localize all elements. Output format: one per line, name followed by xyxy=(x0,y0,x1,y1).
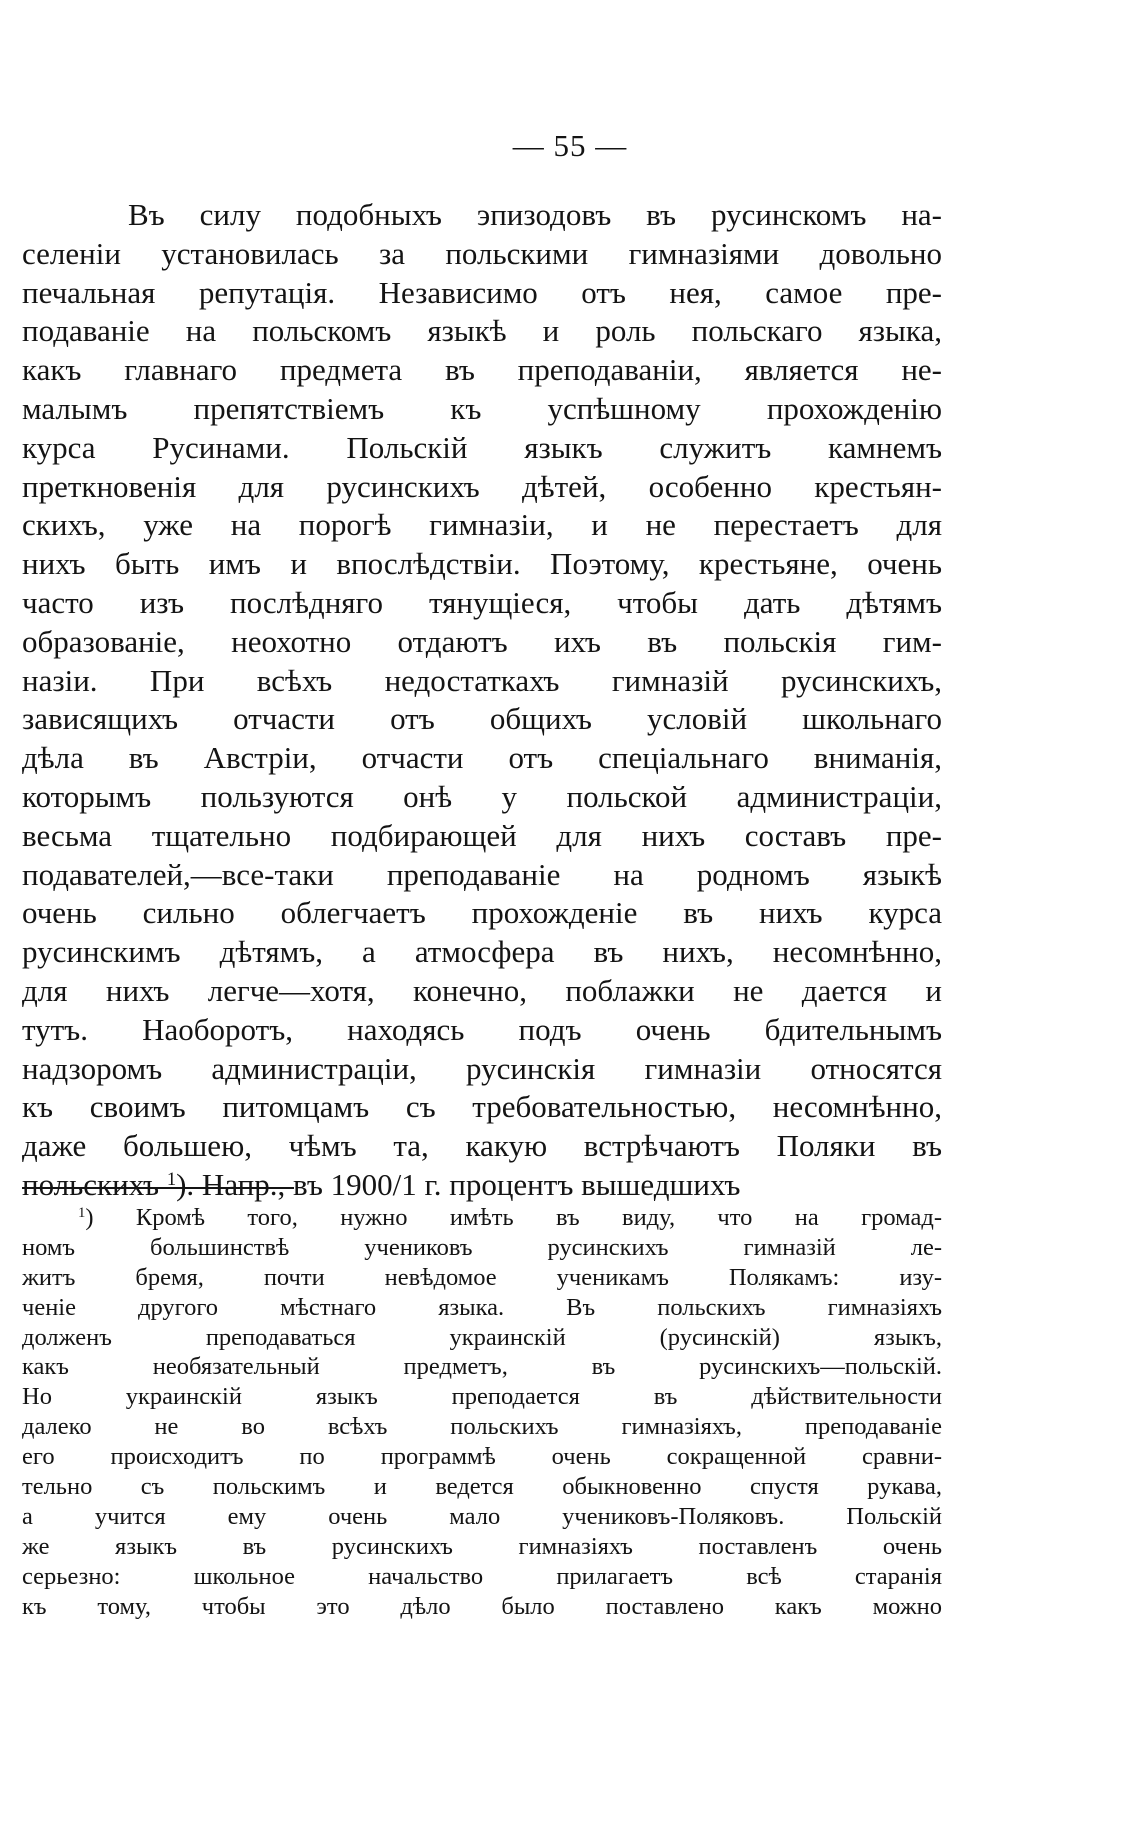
body-text xyxy=(22,196,942,1205)
footnote-line: тельно съ польскимъ и ведется обыкновенно спустя рукава, xyxy=(22,1473,942,1501)
footnote-line: къ тому, чтобы это дѣло было поставлено какъ можно xyxy=(22,1592,942,1620)
footnote xyxy=(22,1203,942,1621)
body-line: скихъ, уже на порогѣ гимназіи, и не перестаетъ для xyxy=(22,507,942,543)
body-line: малымъ препятствіемъ къ успѣшному прохожденію xyxy=(22,390,942,426)
footnote-marker: 1 xyxy=(78,1204,86,1221)
body-line: Въ силу подобныхъ эпизодовъ въ русинскомъ на- xyxy=(128,197,942,232)
footnote-line: $^1$) Кромѣ того, нужно имѣть въ виду, что на громад- xyxy=(78,1204,942,1231)
page-number: — 55 — xyxy=(512,128,628,163)
body-line: преткновенія для русинскихъ дѣтей, особенно крестьян- xyxy=(22,468,942,504)
body-line: очень сильно облегчаетъ прохожденіе въ нихъ курса xyxy=(22,895,942,931)
body-line: для нихъ легче—хотя, конечно, поблажки не дается и xyxy=(22,972,942,1008)
body-line: даже большею, чѣмъ та, какую встрѣчаютъ Поляки въ xyxy=(22,1128,942,1164)
footnote-line: долженъ преподаваться украинскій (русинскій) языкъ, xyxy=(22,1323,942,1351)
footnote-line: Но украинскій языкъ преподается въ дѣйствительности xyxy=(22,1383,942,1411)
footnote-line: ченіе другого мѣстнаго языка. Въ польскихъ гимназіяхъ xyxy=(22,1293,942,1321)
body-line: селеніи установилась за польскими гимназіями довольно xyxy=(22,235,942,271)
body-line: надзоромъ администраціи, русинскія гимназіи относятся xyxy=(22,1050,942,1086)
footnote-first-text: Кромѣ того, нужно имѣть въ виду, что на громад- xyxy=(135,1204,942,1231)
footnote-line: а учится ему очень мало учениковъ-Поляковъ. Польскій xyxy=(22,1502,942,1530)
body-line: русинскимъ дѣтямъ, а атмосфера въ нихъ, несомнѣнно, xyxy=(22,934,942,970)
body-line-last xyxy=(22,1166,942,1205)
body-line: образованіе, неохотно отдаютъ ихъ въ польскія гим- xyxy=(22,623,942,659)
body-line: дѣла въ Австріи, отчасти отъ спеціальнаго вниманія, xyxy=(22,740,942,776)
body-line: которымъ пользуются онѣ у польской администраціи, xyxy=(22,778,942,814)
body-last-word: польскихъ xyxy=(22,1166,160,1202)
body-line: печальная репутація. Независимо отъ нея, самое пре- xyxy=(22,274,942,310)
footnote-line: же языкъ въ русинскихъ гимназіяхъ поставленъ очень xyxy=(22,1532,942,1560)
footnote-divider xyxy=(22,1187,294,1189)
body-line: тутъ. Наоборотъ, находясь подъ очень бдительнымъ xyxy=(22,1011,942,1047)
body-line: часто изъ послѣдняго тянущіеся, чтобы дать дѣтямъ xyxy=(22,584,942,620)
footnote-reference: 1 xyxy=(166,1168,177,1190)
body-line: курса Русинами. Польскій языкъ служитъ камнемъ xyxy=(22,429,942,465)
footnote-line: номъ большинствѣ учениковъ русинскихъ гимназій ле- xyxy=(22,1233,942,1261)
body-line: какъ главнаго предмета въ преподаваніи, является не- xyxy=(22,352,942,388)
body-last-tail: ). Напр., въ 1900/1 г. процентъ вышедшихъ xyxy=(176,1166,741,1202)
footnote-line: далеко не во всѣхъ польскихъ гимназіяхъ, преподаваніе xyxy=(22,1413,942,1441)
footnote-line: житъ бремя, почти невѣдомое ученикамъ Полякамъ: изу- xyxy=(22,1263,942,1291)
body-line: зависящихъ отчасти отъ общихъ условій школьнаго xyxy=(22,701,942,737)
footnote-line: серьезно: школьное начальство прилагаетъ всѣ старанія xyxy=(22,1562,942,1590)
body-line: весьма тщательно подбирающей для нихъ составъ пре- xyxy=(22,817,942,853)
body-line: къ своимъ питомцамъ съ требовательностью, несомнѣнно, xyxy=(22,1089,942,1125)
body-line: нихъ быть имъ и впослѣдствіи. Поэтому, крестьяне, очень xyxy=(22,546,942,582)
body-line: подаваніе на польскомъ языкѣ и роль польскаго языка, xyxy=(22,313,942,349)
footnote-line: его происходитъ по программѣ очень сокращенной сравни- xyxy=(22,1443,942,1471)
footnote-line: какъ необязательный предметъ, въ русинскихъ—польскій. xyxy=(22,1353,942,1381)
body-line: подавателей,—все-таки преподаваніе на родномъ языкѣ xyxy=(22,856,942,892)
body-line: назіи. При всѣхъ недостаткахъ гимназій русинскихъ, xyxy=(22,662,942,698)
